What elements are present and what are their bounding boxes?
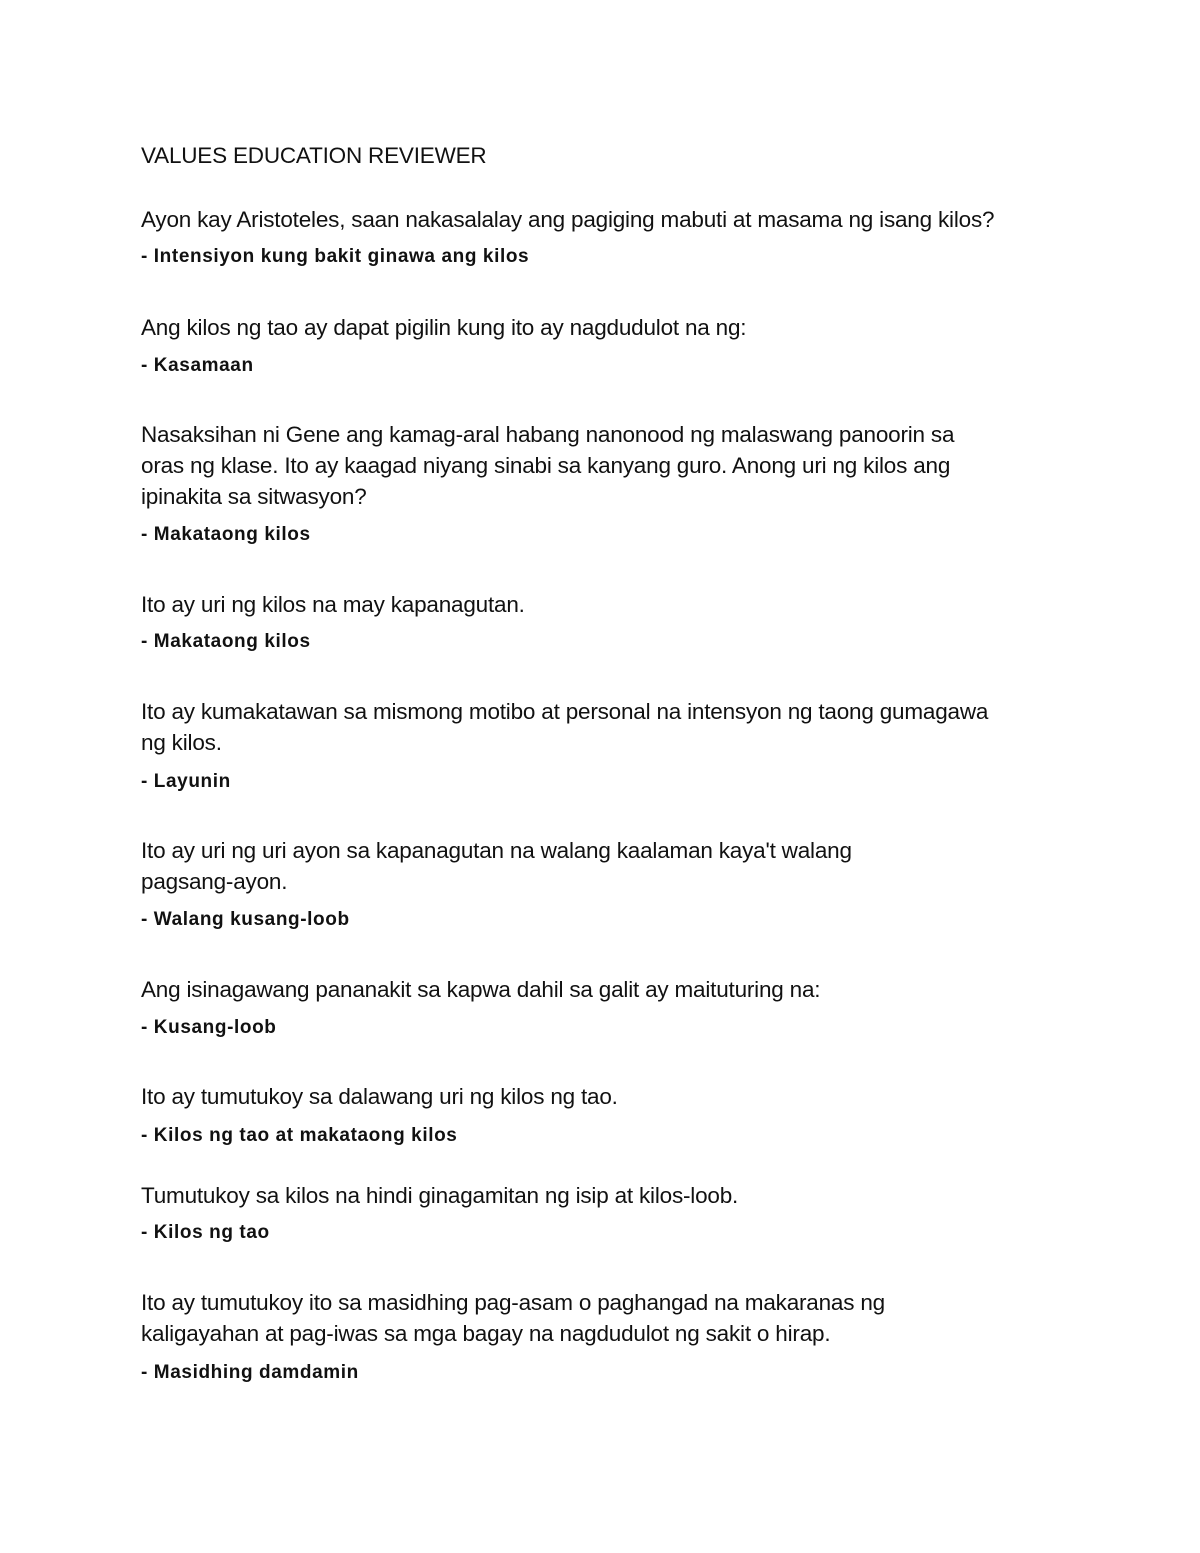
question-10 bbox=[141, 1287, 1081, 1349]
question-8: Ito ay tumutukoy sa dalawang uri ng kilos ng tao. bbox=[141, 1084, 618, 1109]
answer-10: - Masidhing damdamin bbox=[141, 1362, 359, 1383]
answer-9: - Kilos ng tao bbox=[141, 1222, 270, 1243]
question-6-line-2: pagsang-ayon. bbox=[141, 869, 288, 894]
answer-5: - Layunin bbox=[141, 771, 231, 792]
question-9: Tumutukoy sa kilos na hindi ginagamitan ng isip at kilos-loob. bbox=[141, 1183, 739, 1208]
answer-8: - Kilos ng tao at makataong kilos bbox=[141, 1125, 458, 1146]
answer-4: - Makataong kilos bbox=[141, 631, 311, 652]
question-3-line-1: Nasaksihan ni Gene ang kamag-aral habang nanonood ng malaswang panoorin sa bbox=[141, 422, 955, 447]
question-10-line-1: Ito ay tumutukoy ito sa masidhing pag-asam o paghangad na makaranas ng bbox=[141, 1290, 885, 1315]
question-6-line-1: Ito ay uri ng uri ayon sa kapanagutan na walang kaalaman kaya't walang bbox=[141, 838, 852, 863]
question-5 bbox=[141, 696, 1081, 758]
answer-6: - Walang kusang-loob bbox=[141, 909, 350, 930]
answer-2: - Kasamaan bbox=[141, 355, 254, 376]
question-3-line-3: ipinakita sa sitwasyon? bbox=[141, 484, 367, 509]
question-3 bbox=[141, 419, 1081, 512]
question-5-line-2: ng kilos. bbox=[141, 730, 222, 755]
answer-3: - Makataong kilos bbox=[141, 524, 311, 545]
answer-7: - Kusang-loob bbox=[141, 1017, 277, 1038]
document-title: VALUES EDUCATION REVIEWER bbox=[141, 143, 487, 168]
question-3-line-2: oras ng klase. Ito ay kaagad niyang sinabi sa kanyang guro. Anong uri ng kilos ang bbox=[141, 453, 951, 478]
answer-1: - Intensiyon kung bakit ginawa ang kilos bbox=[141, 246, 530, 267]
question-7: Ang isinagawang pananakit sa kapwa dahil sa galit ay maituturing na: bbox=[141, 977, 821, 1002]
question-6 bbox=[141, 835, 1081, 897]
question-4: Ito ay uri ng kilos na may kapanagutan. bbox=[141, 592, 525, 617]
question-10-line-2: kaligayahan at pag-iwas sa mga bagay na nagdudulot ng sakit o hirap. bbox=[141, 1321, 831, 1346]
question-2: Ang kilos ng tao ay dapat pigilin kung ito ay nagdudulot na ng: bbox=[141, 315, 747, 340]
question-5-line-1: Ito ay kumakatawan sa mismong motibo at personal na intensyon ng taong gumagawa bbox=[141, 699, 989, 724]
question-1: Ayon kay Aristoteles, saan nakasalalay ang pagiging mabuti at masama ng isang kilos? bbox=[141, 207, 995, 232]
